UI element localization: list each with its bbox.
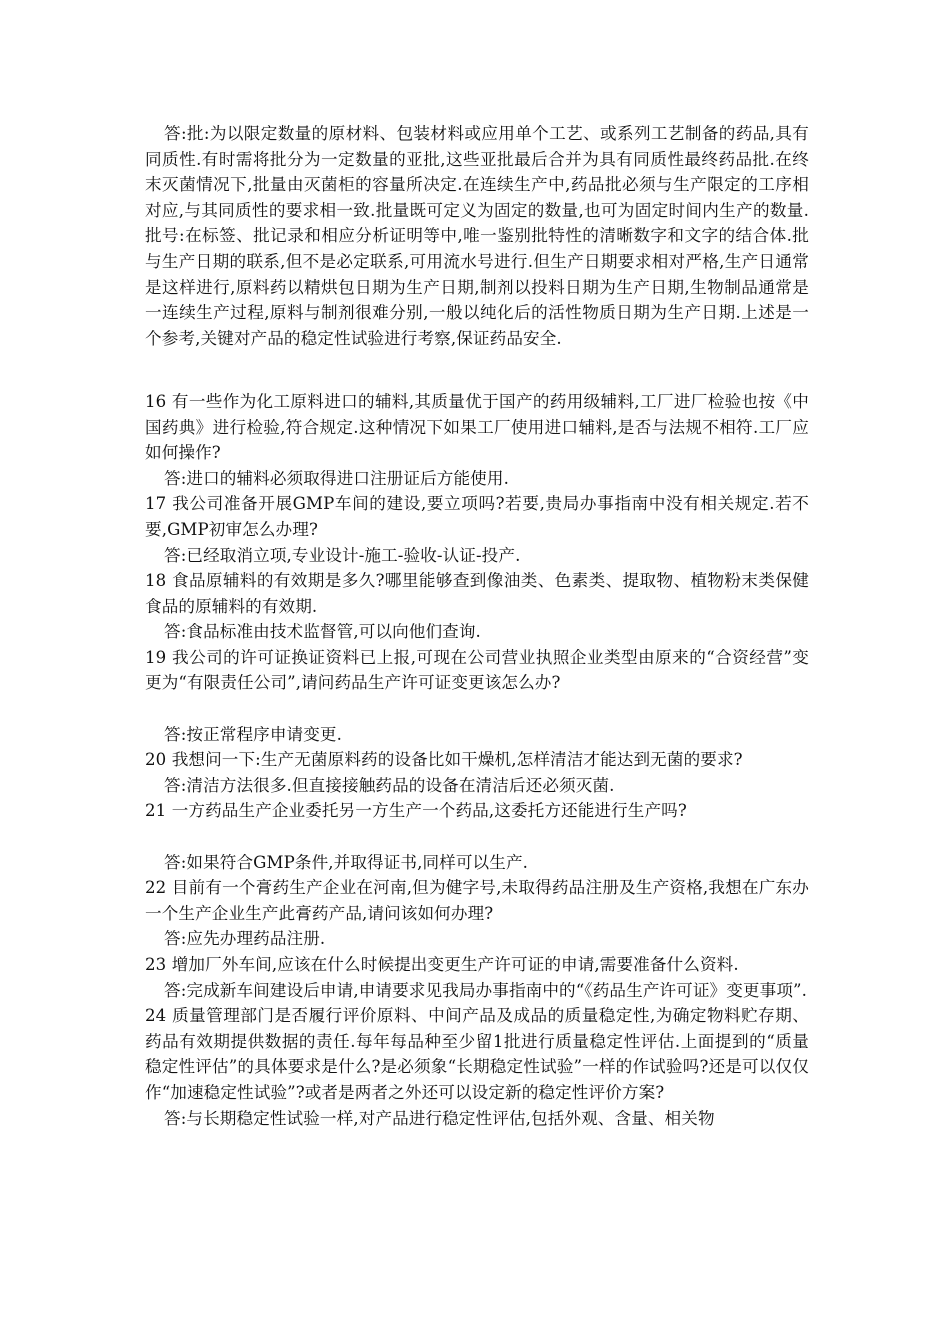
question-23: 23 增加厂外车间,应该在什么时候提出变更生产许可证的申请,需要准备什么资料.: [145, 955, 739, 974]
answer-20: 答:清洁方法很多.但直接接触药品的设备在清洁后还必须灭菌.: [164, 775, 615, 795]
question-19: 19 我公司的许可证换证资料已上报,可现在公司营业执照企业类型由原来的“合资经营”变更为“有限责任公司”,请问药品生产许可证变更该怎么办?: [145, 647, 809, 693]
answer-18: 答:食品标准由技术监督管,可以向他们查询.: [164, 622, 481, 642]
answer-paragraph: 答:批:为以限定数量的原材料、包装材料或应用单个工艺、或系列工艺制备的药品,具有同质性.有时需将批分为一定数量的亚批,这些亚批最后合并为具有同质性最终药品批.在终末灭菌情况下,批量由灭菌柜的容量所决定.在连续生产中,药品批必须与生产限定的工序相对应,与其同质性的要求相一致.批量既可定义为固定的数量,也可为固定时间内生产的数量.批号:在标签、批记录和相应分析证明等中,唯一鉴别批特性的清晰数字和文字的结合体.批与生产日期的联系,但不是必定联系,可用流水号进行.但生产日期要求相对严格,生产日通常是这样进行,原料药以精烘包日期为生产日期,制剂以投料日期为生产日期,生物制品通常是一连续生产过程,原料与制剂很难分别,一般以纯化后的活性物质日期为生产日期.上述是一个参考,关键对产品的稳定性试验进行考察,保证药品安全.: [145, 124, 809, 348]
answer-24: 答:与长期稳定性试验一样,对产品进行稳定性评估,包括外观、含量、相关物: [164, 1108, 715, 1128]
answer-19: 答:按正常程序申请变更.: [164, 724, 343, 744]
question-17: 17 我公司准备开展GMP车间的建设,要立项吗?若要,贵局办事指南中没有相关规定.若不要,GMP初审怎么办理?: [145, 494, 809, 539]
question-18: 18 食品原辅料的有效期是多久?哪里能够查到像油类、色素类、提取物、植物粉末类保健食品的原辅料的有效期.: [145, 571, 809, 616]
answer-23: 答:完成新车间建设后申请,申请要求见我局办事指南中的“《药品生产许可证》变更事项”.: [164, 980, 807, 1000]
question-20: 20 我想问一下:生产无菌原料药的设备比如干燥机,怎样清洁才能达到无菌的要求?: [145, 750, 743, 770]
blank-line: [145, 696, 809, 722]
question-22: 22 目前有一个膏药生产企业在河南,但为健字号,未取得药品注册及生产资格,我想在广东办一个生产企业生产此膏药产品,请问该如何办理?: [145, 878, 809, 923]
question-21: 21 一方药品生产企业委托另一方生产一个药品,这委托方还能进行生产吗?: [145, 801, 687, 821]
answer-22: 答:应先办理药品注册.: [164, 929, 326, 949]
answer-16: 答:进口的辅料必须取得进口注册证后方能使用.: [164, 468, 509, 488]
question-16: 16 有一些作为化工原料进口的辅料,其质量优于国产的药用级辅料,工厂进厂检验也按《中国药典》进行检验,符合规定.这种情况下如果工厂使用进口辅料,是否与法规不相符.工厂应如何操作?: [145, 391, 809, 463]
answer-17: 答:已经取消立项,专业设计-施工-验收-认证-投产.: [164, 545, 521, 565]
blank-line: [145, 377, 809, 389]
document-page: [145, 121, 809, 1131]
answer-21: 答:如果符合GMP条件,并取得证书,同样可以生产.: [164, 852, 529, 872]
question-24: 24 质量管理部门是否履行评价原料、中间产品及成品的质量稳定性,为确定物料贮存期、药品有效期提供数据的责任.每年每品种至少留1批进行质量稳定性评估.上面提到的“质量稳定性评估”的具体要求是什么?是必须象“长期稳定性试验”一样的作试验吗?还是可以仅仅作“加速稳定性试验”?或者是两者之外还可以设定新的稳定性评价方案?: [145, 1006, 809, 1102]
blank-line: [145, 351, 809, 377]
blank-line: [145, 824, 809, 850]
